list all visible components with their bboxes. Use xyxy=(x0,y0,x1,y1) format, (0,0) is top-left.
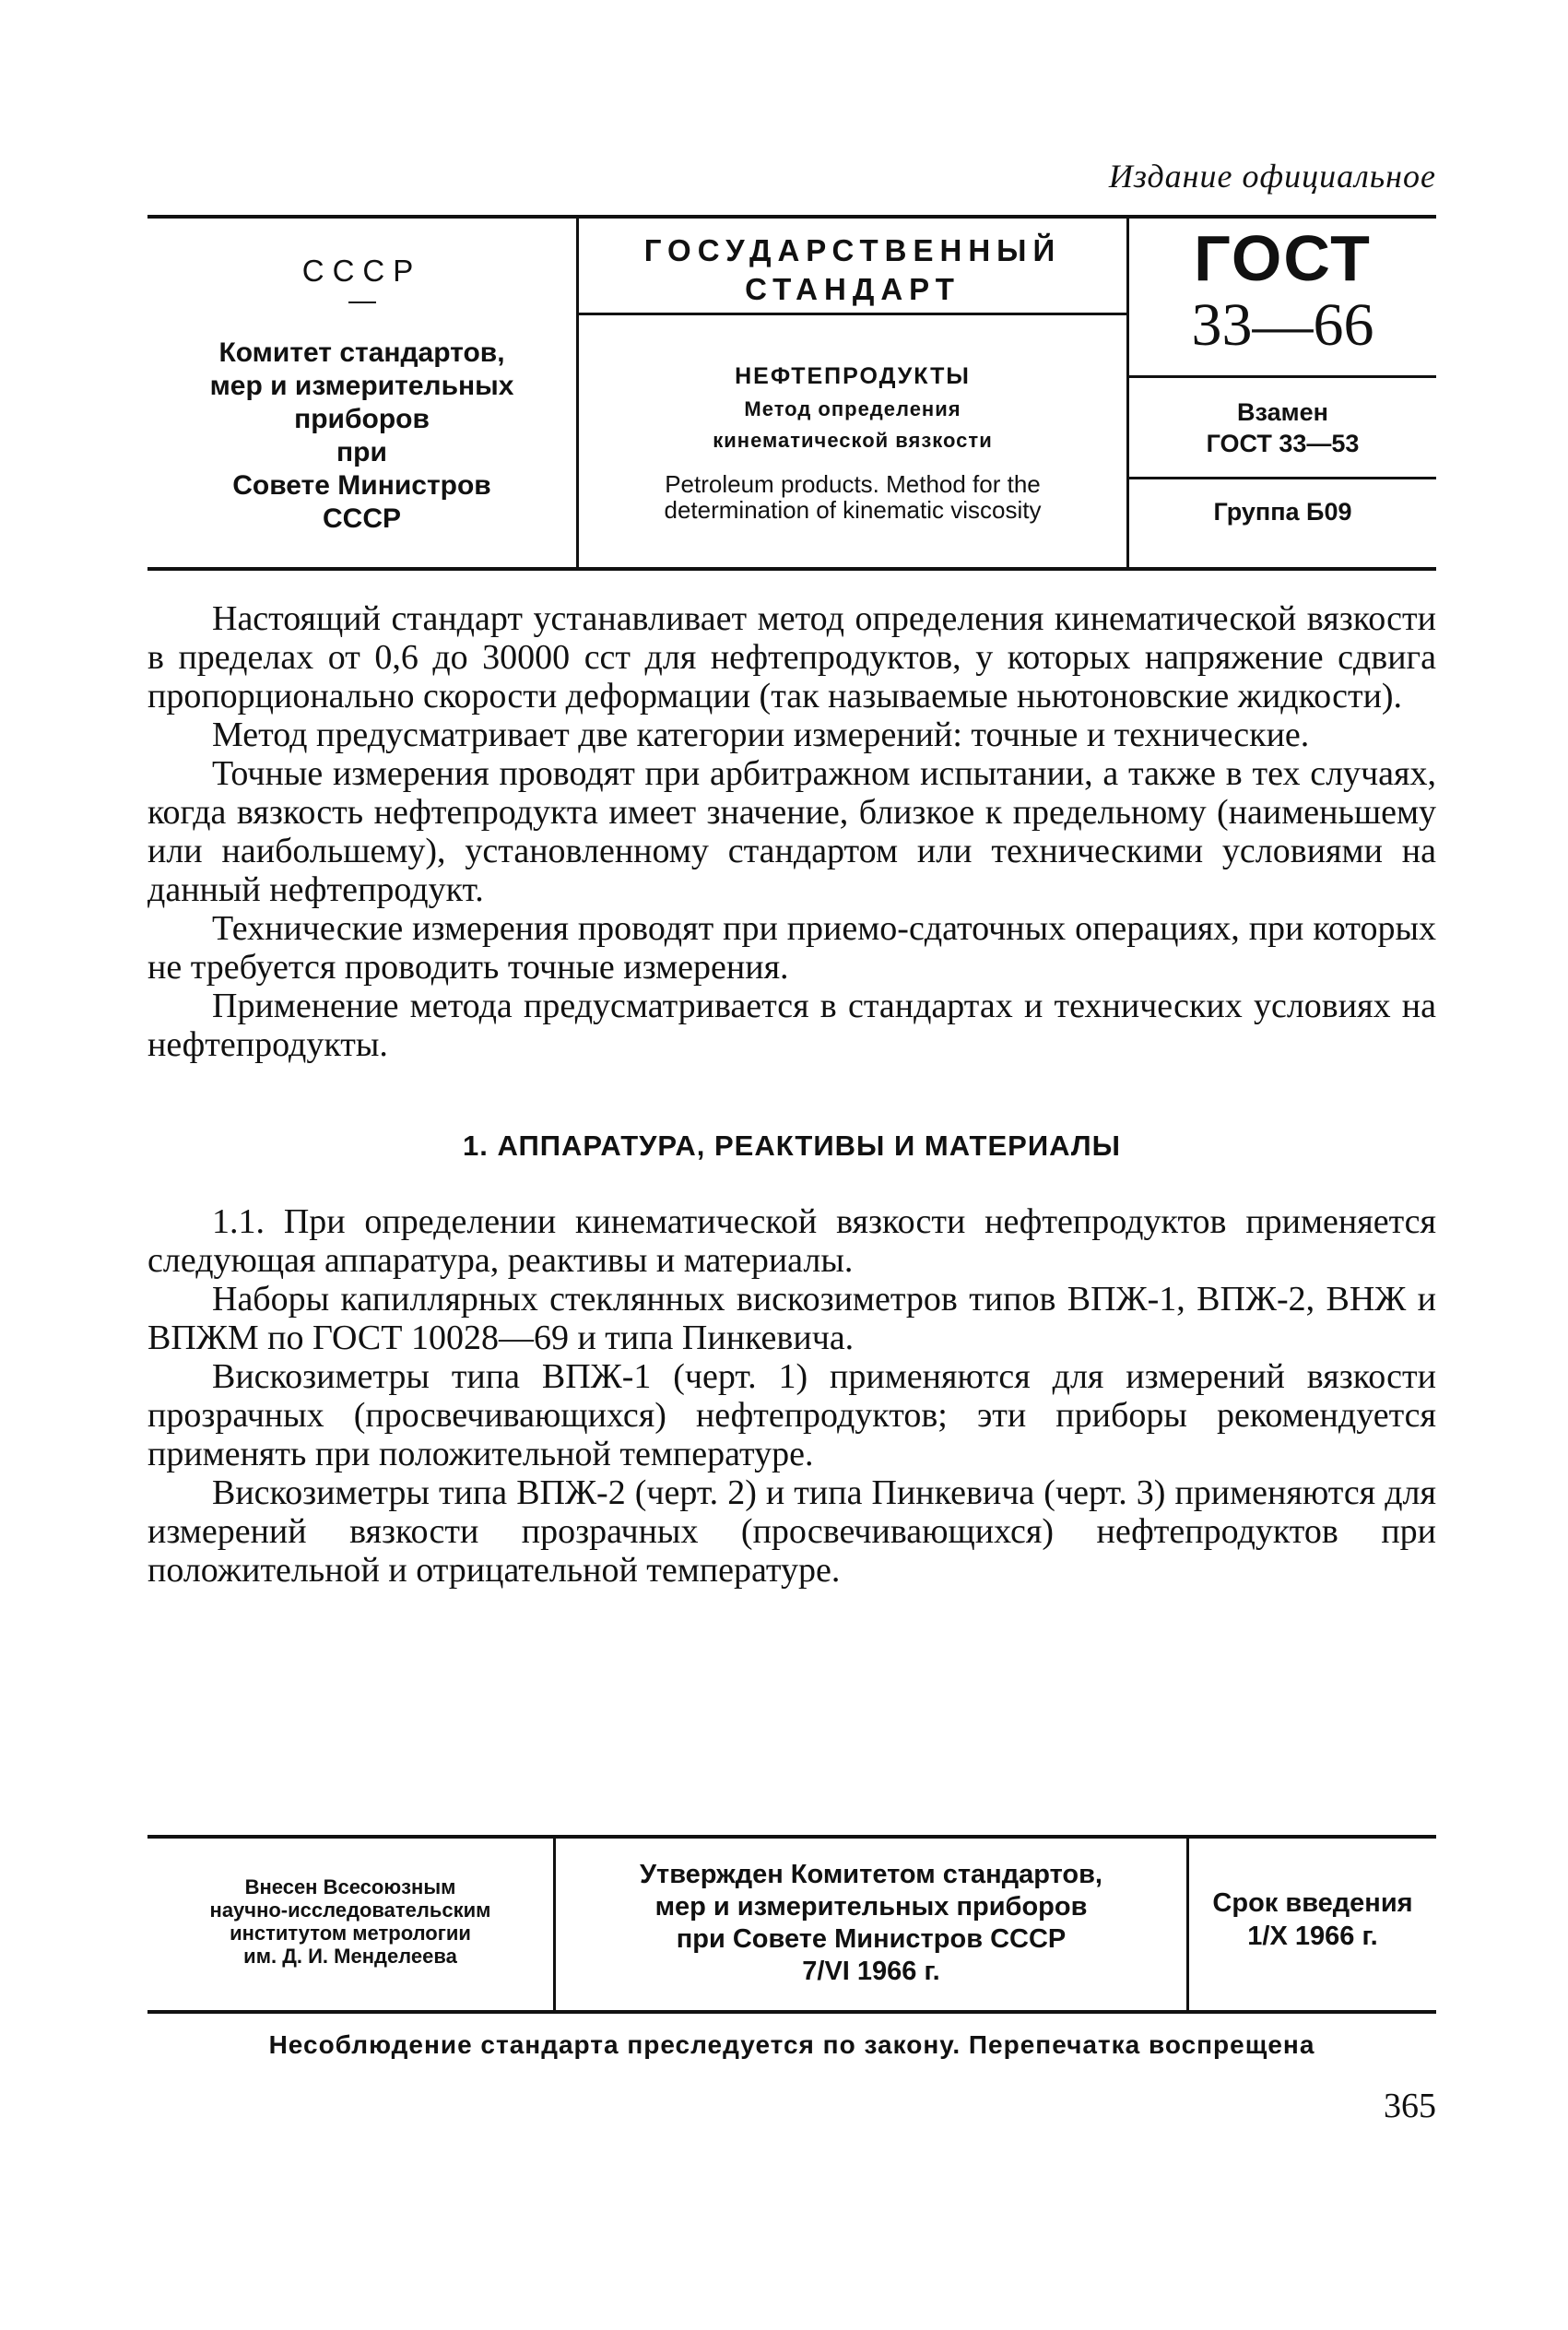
country-label: СССР xyxy=(301,254,422,288)
approved-by xyxy=(553,1839,1189,2010)
english-line: determination of kinematic viscosity xyxy=(664,496,1042,524)
method-line: кинематической вязкости xyxy=(713,429,993,452)
approved-line: при Совете Министров СССР xyxy=(676,1924,1067,1954)
committee-name xyxy=(147,337,576,536)
introduced-line: Внесен Всесоюзным xyxy=(244,1875,456,1898)
issuer-column xyxy=(147,219,576,567)
introduced-line: научно-исследовательским xyxy=(209,1898,491,1922)
paragraph: Вискозиметры типа ВПЖ-2 (черт. 2) и типа Пинкевича (черт. 3) применяются для измерений вязкости прозрачных (просвечивающихся) нефтепродуктов при положительной и отрицательной температуре. xyxy=(147,1473,1436,1590)
method-line: Метод определения xyxy=(744,397,961,420)
page-number: 365 xyxy=(1384,2087,1436,2125)
approved-line: 7/VI 1966 г. xyxy=(802,1957,940,1986)
standard-title xyxy=(579,315,1126,523)
gost-word: ГОСТ xyxy=(1194,222,1372,294)
body-text xyxy=(147,599,1436,1590)
standard-type: ГОСУДАРСТВЕННЫЙ СТАНДАРТ xyxy=(579,219,1126,315)
paragraph: Настоящий стандарт устанавливает метод определения кинематической вязкости в пределах от 0,6 до 30000 сст для нефтепродуктов, у которых напряжение сдвига пропорционально скорости деформации (так называемые ньютоновские жидкости). xyxy=(147,599,1436,716)
group-code: Группа Б09 xyxy=(1213,498,1352,526)
approved-line: Утвержден Комитетом стандартов, xyxy=(639,1860,1102,1889)
paragraph: Наборы капиллярных стеклянных вискозиметров типов ВПЖ-1, ВПЖ-2, ВНЖ и ВПЖМ по ГОСТ 10028—69 и типа Пинкевича. xyxy=(147,1280,1436,1357)
committee-line: при xyxy=(336,437,387,467)
committee-line: мер и измерительных xyxy=(209,371,514,401)
introduced-line: им. Д. И. Менделеева xyxy=(243,1945,457,1968)
designation-column xyxy=(1129,219,1436,567)
committee-line: СССР xyxy=(322,503,401,534)
committee-line: Совете Министров xyxy=(232,470,491,501)
replaces-value: ГОСТ 33—53 xyxy=(1206,430,1360,457)
introduced-line: институтом метрологии xyxy=(230,1922,471,1945)
gost-number: 33—66 xyxy=(1191,291,1374,359)
effective-line: 1/X 1966 г. xyxy=(1247,1922,1378,1951)
legal-warning: Несоблюдение стандарта преследуется по закону. Перепечатка воспрещена xyxy=(268,2030,1315,2059)
section-title: 1. АППАРАТУРА, РЕАКТИВЫ И МАТЕРИАЛЫ xyxy=(463,1130,1121,1162)
divider-dash xyxy=(348,302,376,320)
introduced-by xyxy=(147,1839,553,2010)
paragraph: Метод предусматривает две категории измерений: точные и технические. xyxy=(212,716,1310,754)
edition-label: Издание официальное xyxy=(1108,158,1436,195)
footer-table xyxy=(147,1835,1436,2014)
paragraph: Применение метода предусматривается в стандартах и технических условиях на нефтепродукты. xyxy=(147,987,1436,1064)
header-table xyxy=(147,215,1436,571)
effective-line: Срок введения xyxy=(1212,1888,1413,1918)
paragraph: Вискозиметры типа ВПЖ-1 (черт. 1) применяются для измерений вязкости прозрачных (просвечивающихся) нефтепродуктов; эти приборы рекомендуется применять при положительной температуре. xyxy=(147,1357,1436,1473)
paragraph: 1.1. При определении кинематической вязкости нефтепродуктов применяется следующая аппаратура, реактивы и материалы. xyxy=(147,1202,1436,1280)
paragraph: Точные измерения проводят при арбитражном испытании, а также в тех случаях, когда вязкость нефтепродукта имеет значение, близкое к предельному (наименьшему или наибольшему), установленному стандартом или техническими условиями на данный нефтепродукт. xyxy=(147,754,1436,909)
gost-designation xyxy=(1129,219,1436,378)
committee-line: приборов xyxy=(294,404,430,434)
title-column xyxy=(576,219,1129,567)
paragraph: Технические измерения проводят при приемо-сдаточных операциях, при которых не требуется проводить точные измерения. xyxy=(147,909,1436,987)
approved-line: мер и измерительных приборов xyxy=(654,1892,1088,1922)
english-line: Petroleum products. Method for the xyxy=(665,470,1041,498)
method-title xyxy=(579,394,1126,456)
english-title xyxy=(579,471,1126,523)
committee-line: Комитет стандартов, xyxy=(218,337,505,368)
replaces-info xyxy=(1129,378,1436,479)
product-name: НЕФТЕПРОДУКТЫ xyxy=(735,363,971,389)
effective-date xyxy=(1189,1839,1436,2010)
replaces-label: Взамен xyxy=(1237,398,1328,426)
